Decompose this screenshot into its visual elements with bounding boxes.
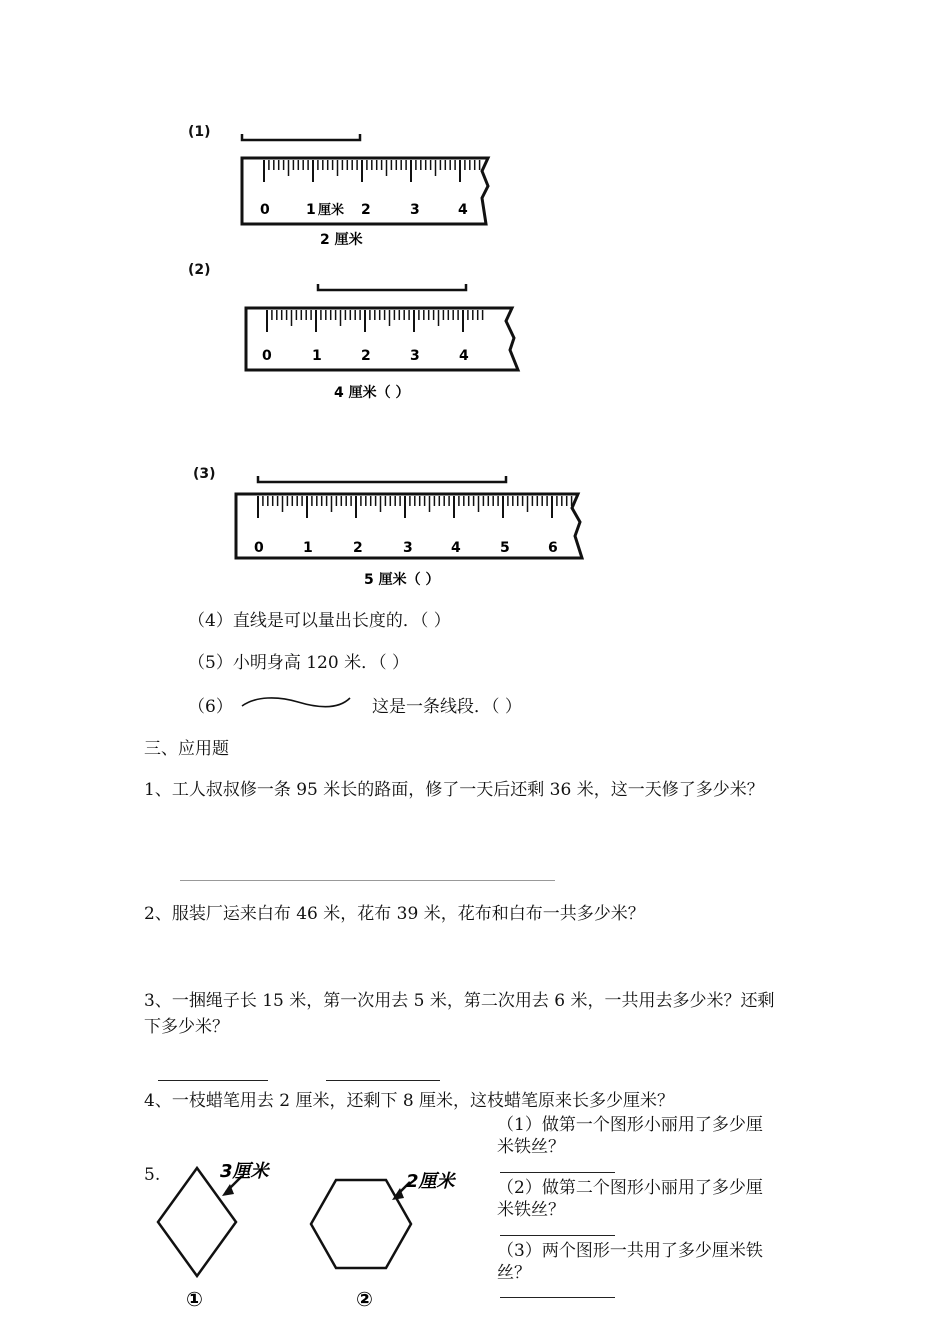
ruler-1 bbox=[236, 126, 506, 256]
judgment-4-num: （4） bbox=[188, 611, 233, 631]
ruler-1-tick-0: 0 bbox=[260, 202, 270, 218]
ruler-2-label: (2) bbox=[188, 262, 211, 278]
ruler-1-label: (1) bbox=[188, 124, 211, 140]
ruler-2-tick-3: 3 bbox=[410, 348, 420, 364]
answer-line-5-1[interactable] bbox=[500, 1172, 615, 1173]
judgment-5 bbox=[188, 652, 409, 674]
judgment-5-text: 小明身高 120 米．（ ） bbox=[232, 653, 409, 673]
ruler-1-tick-2: 2 bbox=[361, 202, 371, 218]
question-5-figures bbox=[150, 1150, 480, 1310]
q5-sub-2-line1: （2）做第二个图形小丽用了多少厘 bbox=[497, 1178, 763, 1198]
ruler-1-tick-4: 4 bbox=[458, 202, 468, 218]
ruler-2-tick-2: 2 bbox=[361, 348, 371, 364]
ruler-2 bbox=[240, 276, 540, 406]
answer-line-5-2[interactable] bbox=[500, 1235, 615, 1236]
question-5-num: 5. bbox=[144, 1165, 161, 1185]
curved-line-icon bbox=[238, 692, 354, 716]
question-3-line2: 下多少米？ bbox=[144, 1017, 229, 1037]
answer-line-3b[interactable] bbox=[326, 1080, 440, 1081]
ruler-3-caption: 5 厘米（ ） bbox=[364, 572, 440, 588]
ruler-3-tick-3: 3 bbox=[403, 540, 413, 556]
ruler-2-caption: 4 厘米（ ） bbox=[334, 385, 410, 401]
rhombus-shape bbox=[158, 1168, 236, 1276]
judgment-4 bbox=[188, 610, 451, 632]
judgment-6-num: （6） bbox=[188, 697, 233, 717]
section-title: 三、应用题 bbox=[144, 739, 229, 759]
ruler-2-tick-0: 0 bbox=[262, 348, 272, 364]
ruler-3 bbox=[230, 466, 600, 596]
ruler-3-tick-0: 0 bbox=[254, 540, 264, 556]
ruler-3-label: (3) bbox=[193, 466, 216, 482]
ruler-3-tick-6: 6 bbox=[548, 540, 558, 556]
answer-line-5-3[interactable] bbox=[500, 1297, 615, 1298]
ruler-3-tick-1: 1 bbox=[303, 540, 313, 556]
question-4: 4、一枝蜡笔用去 2 厘米，还剩下 8 厘米，这枝蜡笔原来长多少厘米？ bbox=[144, 1091, 675, 1111]
q5-sub-3-line1: （3）两个图形一共用了多少厘米铁 bbox=[497, 1241, 763, 1261]
answer-line-3a[interactable] bbox=[158, 1080, 268, 1081]
q5-sub-1-line2: 米铁丝？ bbox=[497, 1137, 565, 1157]
ruler-1-tick-3: 3 bbox=[410, 202, 420, 218]
hexagon-shape bbox=[311, 1180, 411, 1268]
ruler-1-caption: 2 厘米 bbox=[320, 232, 363, 248]
judgment-4-text: 直线是可以量出长度的．（ ） bbox=[232, 611, 451, 631]
ruler-2-tick-4: 4 bbox=[459, 348, 469, 364]
ruler-3-tick-2: 2 bbox=[353, 540, 363, 556]
q5-sub-2-line2: 米铁丝？ bbox=[497, 1200, 565, 1220]
shape-2-mark: ② bbox=[356, 1287, 373, 1310]
ruler-3-tick-5: 5 bbox=[500, 540, 510, 556]
shape-1-label: 3厘米 bbox=[220, 1161, 269, 1182]
shape-2-label: 2厘米 bbox=[406, 1171, 455, 1192]
judgment-5-num: （5） bbox=[188, 653, 233, 673]
question-1: 1、工人叔叔修一条 95 米长的路面，修了一天后还剩 36 米，这一天修了多少米？ bbox=[144, 780, 764, 800]
ruler-2-tick-1: 1 bbox=[312, 348, 322, 364]
q5-sub-3-line2: 丝？ bbox=[497, 1263, 531, 1283]
shape-1-mark: ① bbox=[186, 1287, 203, 1310]
answer-line-1[interactable] bbox=[180, 880, 555, 881]
question-3-line1: 3、一捆绳子长 15 米，第一次用去 5 米，第二次用去 6 米，一共用去多少米？还剩 bbox=[144, 991, 775, 1011]
ruler-1-tick-1: 1 bbox=[306, 202, 316, 218]
ruler-3-tick-4: 4 bbox=[451, 540, 461, 556]
q5-sub-1-line1: （1）做第一个图形小丽用了多少厘 bbox=[497, 1115, 763, 1135]
question-2: 2、服装厂运来白布 46 米，花布 39 米，花布和白布一共多少米？ bbox=[144, 904, 645, 924]
judgment-6-text: 这是一条线段．（ ） bbox=[372, 697, 522, 717]
ruler-1-unit-tag: 厘米 bbox=[318, 203, 345, 218]
